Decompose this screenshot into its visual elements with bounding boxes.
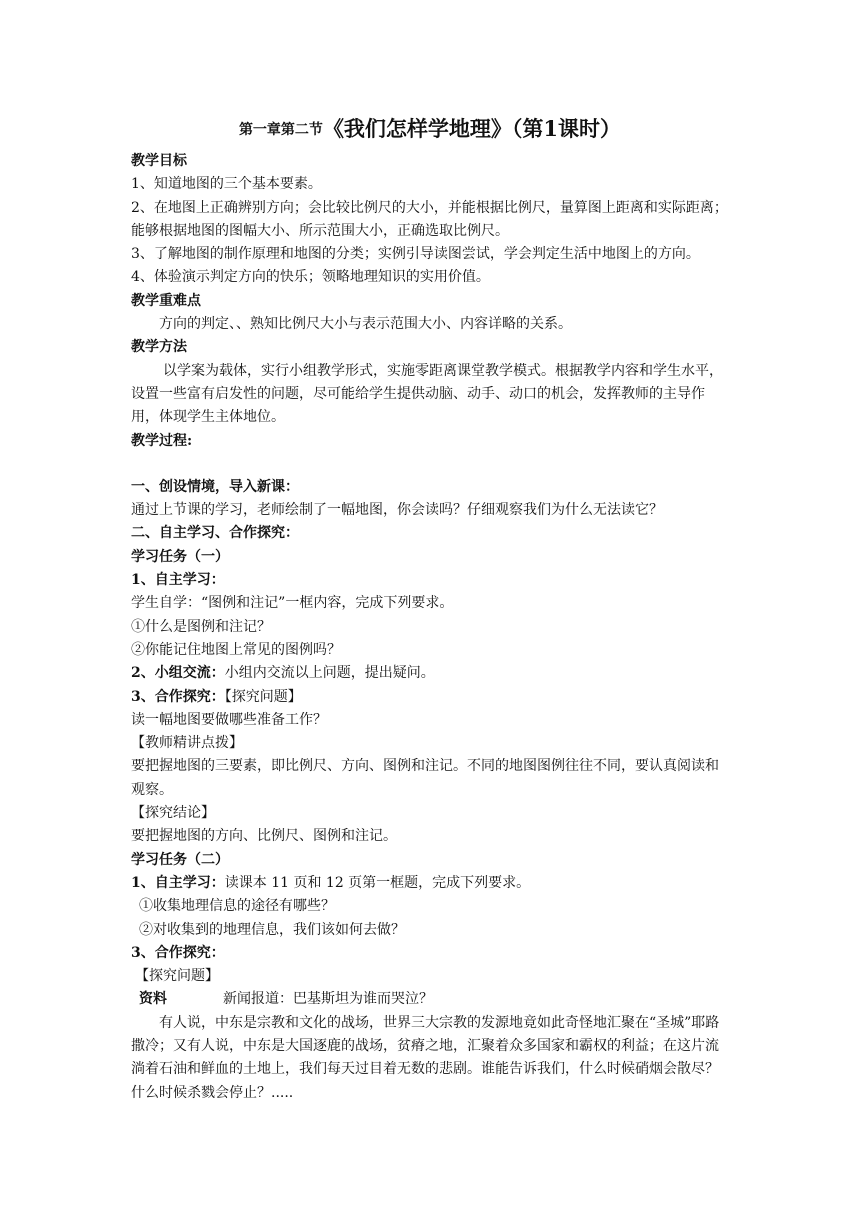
source-material-label: 资料 (139, 991, 167, 1008)
chapter-section-label: 第一章第二节 (238, 122, 323, 138)
key-points-text: 方向的判定、、熟知比例尺大小与表示范围大小、内容详略的关系。 (159, 316, 572, 333)
task-1-question: ②你能记住地图上常见的图例吗？ (131, 641, 341, 658)
task-2-cooperative-inquiry-heading: 3、合作探究： (131, 944, 225, 961)
section-1-text: 通过上节课的学习，老师绘制了一幅地图，你会读吗？仔细观察我们为什么无法读它？ (131, 502, 663, 519)
teacher-explanation-tag: 【教师精讲点拨】 (131, 735, 243, 752)
inquiry-conclusion-text: 要把握地图的方向、比例尺、图例和注记。 (131, 828, 397, 845)
task-1-self-study-text: 学生自学：“图例和注记”一框内容，完成下列要求。 (131, 595, 454, 612)
source-material-text: 有人说，中东是宗教和文化的战场，世界三大宗教的发源地竟如此奇怪地汇聚在“圣城”耶路撒冷；又有人说，中东是大国逐鹿的战场，贫瘠之地，汇聚着众多国家和霸权的利益；在这片流淌着石油和鲜血的土地上，我们每天过目着无数的悲剧。谁能告诉我们，什么时候硝烟会散尽？什么时候杀戮会停止？..... (131, 1014, 720, 1101)
lesson-title: 《我们怎样学地理》（第1课时） (322, 116, 622, 141)
task-1-group-exchange (131, 662, 731, 685)
key-points-heading: 教学重难点 (131, 292, 201, 309)
inquiry-conclusion-tag: 【探究结论】 (131, 805, 215, 822)
task-1-cooperative-inquiry (131, 686, 731, 709)
objective-item: 1、知道地图的三个基本要素。 (131, 176, 322, 193)
task-2-self-study (131, 872, 731, 895)
section-2-heading: 二、自主学习、合作探究： (131, 525, 299, 542)
objectives-heading: 教学目标 (131, 153, 187, 169)
method-text: 以学案为载体，实行小组教学形式，实施零距离课堂教学模式。根据教学内容和学生水平，设置一些富有启发性的问题，尽可能给学生提供动脑、动手、动口的机会，发挥教师的主导作用，体现学生主体地位。 (131, 362, 723, 426)
document-body (131, 150, 731, 1105)
teacher-explanation-text: 要把握地图的三要素，即比例尺、方向、图例和注记。不同的地图图例往往不同，要认真阅读和观察。 (131, 758, 719, 798)
task-2-inquiry-question-tag: 【探究问题】 (135, 968, 219, 985)
method-heading: 教学方法 (131, 339, 187, 356)
task-2-self-study-label: 1、自主学习： (131, 874, 225, 891)
task-1-self-study-heading: 1、自主学习： (131, 572, 225, 589)
document-title (0, 114, 860, 146)
objective-item: 4、体验演示判定方向的快乐；领略地理知识的实用价值。 (131, 269, 490, 286)
task-2-question: ①收集地理信息的途径有哪些？ (139, 898, 335, 915)
task-1-question: ①什么是图例和注记？ (131, 618, 271, 635)
source-material-title: 新闻报道：巴基斯坦为谁而哭泣？ (223, 991, 433, 1008)
task-1-heading: 学习任务（一） (131, 548, 229, 565)
objective-item: 3、了解地图的制作原理和地图的分类；实例引导读图尝试，学会判定生活中地图上的方向。 (131, 246, 700, 263)
task-2-self-study-text: 读课本 11 页和 12 页第一框题，完成下列要求。 (224, 874, 531, 891)
inquiry-question-tag: 【探究问题】 (224, 688, 302, 705)
blank-line (131, 453, 731, 476)
group-exchange-label: 2、小组交流： (131, 665, 225, 682)
section-1-heading: 一、创设情境，导入新课： (131, 478, 299, 495)
inquiry-question-text: 读一幅地图要做哪些准备工作？ (131, 711, 327, 728)
task-2-heading: 学习任务（二） (131, 851, 229, 868)
group-exchange-text: 小组内交流以上问题，提出疑问。 (224, 665, 435, 682)
source-material-line (131, 988, 731, 1011)
objective-item: 2、在地图上正确辨别方向；会比较比例尺的大小，并能根据比例尺，量算图上距离和实际距离；能够根据地图的图幅大小、所示范围大小，正确选取比例尺。 (131, 199, 728, 239)
process-heading: 教学过程: (131, 432, 193, 449)
cooperative-inquiry-label: 3、合作探究： (131, 688, 225, 705)
task-2-question: ②对收集到的地理信息，我们该如何去做？ (139, 921, 405, 938)
